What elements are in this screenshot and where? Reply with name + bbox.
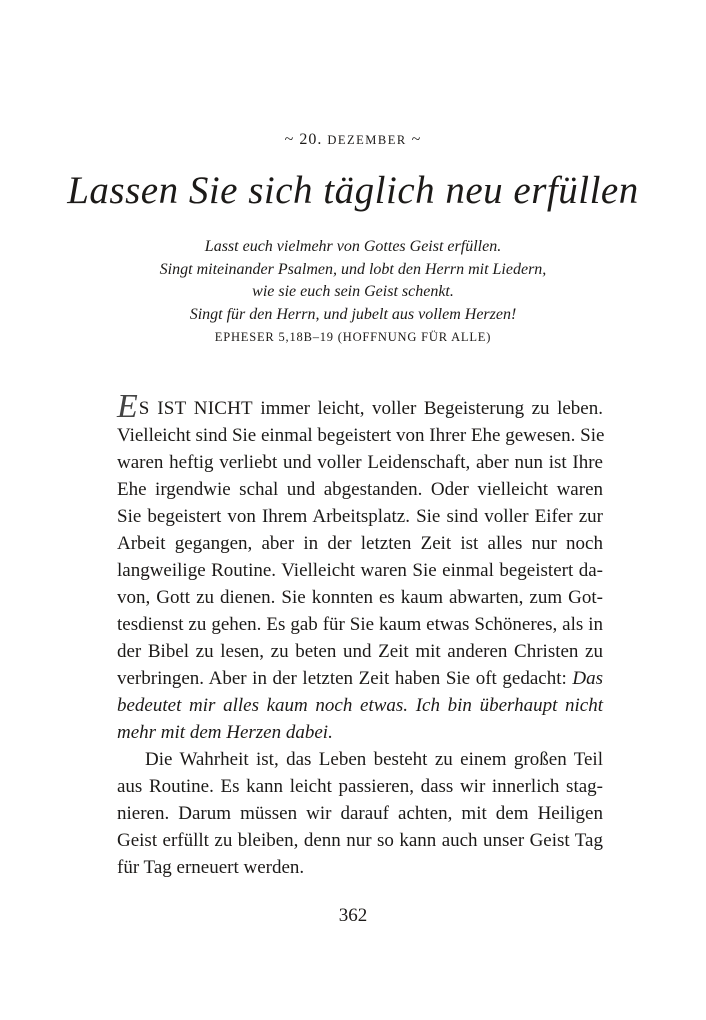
date-heading: [0, 131, 706, 149]
drop-cap: E: [117, 388, 138, 425]
verse-line: Lasst euch vielmehr von Gottes Geist erfüllen.: [204, 238, 502, 255]
date-suffix: ~: [406, 131, 422, 148]
body-line: tesdienst zu gehen. Es gab für Sie kaum etwas Schöneres, als in: [117, 614, 603, 635]
page-number: 362: [338, 905, 368, 926]
date-prefix: ~ 20.: [284, 131, 328, 148]
devotional-title: Lassen Sie sich täglich neu erfüllen: [67, 169, 639, 212]
scripture-verse: [90, 236, 616, 326]
verse-line: wie sie euch sein Geist schenkt.: [252, 283, 454, 300]
body-line: Geist erfüllt zu bleiben, denn nur so kann auch unser Geist Tag: [117, 830, 603, 851]
body-line: von, Gott zu dienen. Sie konnten es kaum abwarten, zum Got-: [117, 587, 603, 608]
body-line: Die Wahrheit ist, das Leben besteht zu einem großen Teil: [145, 749, 603, 770]
body-line: nieren. Darum müssen wir darauf achten, mit dem Heiligen: [117, 803, 603, 824]
body-line: [117, 388, 603, 425]
body-line: Sie begeistert von Ihrem Arbeitsplatz. Sie sind voller Eifer zur: [117, 506, 603, 527]
body-line: der Bibel zu lesen, zu beten und Zeit mit anderen Christen zu: [117, 641, 603, 662]
body-line: [117, 665, 603, 692]
body-line: aus Routine. Es kann leicht passieren, dass wir innerlich stag-: [117, 776, 603, 797]
body-line-text: immer leicht, voller Begeisterung zu leben.: [252, 398, 603, 419]
body-line-italic: mehr mit dem Herzen dabei.: [117, 722, 333, 743]
body-line: Arbeit gegangen, aber in der letzten Zeit ist alles nur noch: [117, 533, 603, 554]
body-line: Ehe irgendwie schal und abgestanden. Oder vielleicht waren: [117, 479, 603, 500]
body-line-text: verbringen. Aber in der letzten Zeit haben Sie oft gedacht:: [117, 668, 573, 689]
body-line: Vielleicht sind Sie einmal begeistert von Ihrer Ehe gewesen. Sie: [117, 425, 605, 446]
opening-caps: S IST NICHT: [138, 398, 253, 419]
italic-thought: Das: [572, 668, 603, 689]
verse-line: Singt für den Herrn, und jubelt aus vollem Herzen!: [189, 305, 517, 323]
body-line: waren heftig verliebt und voller Leidenschaft, aber nun ist Ihre: [117, 452, 603, 473]
body-line-italic: bedeutet mir alles kaum noch etwas. Ich bin überhaupt nicht: [117, 695, 603, 716]
body-line: langweilige Routine. Vielleicht waren Sie einmal begeistert da-: [117, 560, 603, 581]
date-month: DEZEMBER: [327, 133, 407, 147]
verse-line: Singt miteinander Psalmen, und lobt den Herrn mit Liedern,: [159, 260, 547, 278]
body-line: für Tag erneuert werden.: [117, 857, 305, 878]
body-text: [117, 388, 605, 881]
scripture-reference: EPHESER 5,18B–19 (HOFFNUNG FÜR ALLE): [214, 330, 492, 344]
